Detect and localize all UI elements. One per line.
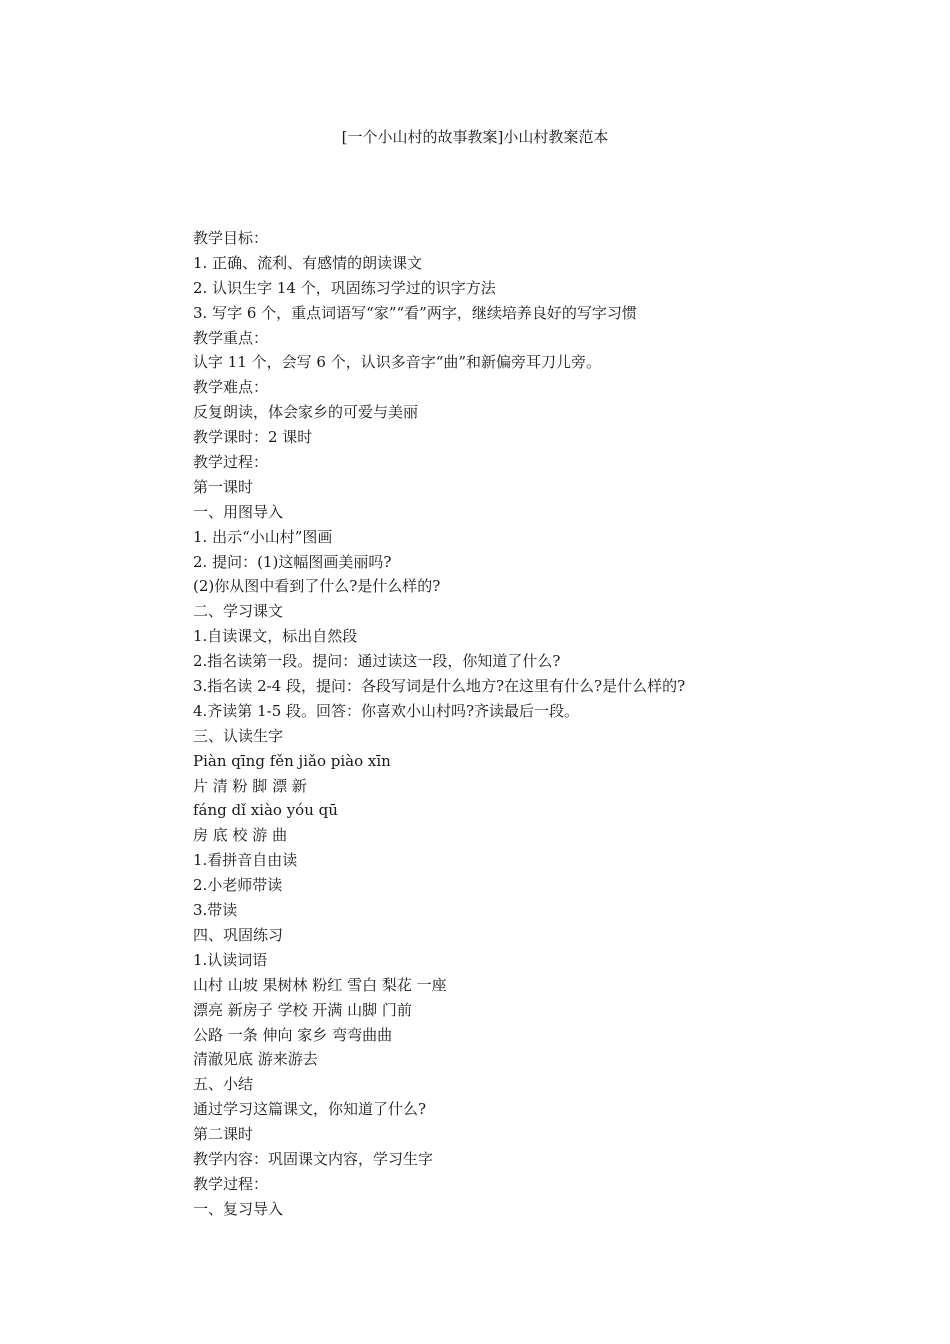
text-line: 教学难点： [193,378,269,397]
text-line: 教学过程： [193,453,269,472]
text-line: 1.认读词语 [193,950,268,969]
text-line: (2)你从图中看到了什么?是什么样的? [193,577,441,596]
text-line: 认字 11 个，会写 6 个，认识多音字“曲”和新偏旁耳刀儿旁。 [193,353,602,372]
text-line: 三、认读生字 [193,726,284,745]
text-line: 3.指名读 2-4 段，提问：各段写词是什么地方?在这里有什么?是什么样的? [193,677,686,696]
text-line: 一、用图导入 [193,502,284,521]
text-line: 山村 山坡 果树林 粉红 雪白 梨花 一座 [193,975,447,994]
text-line: 公路 一条 伸向 家乡 弯弯曲曲 [193,1025,393,1044]
text-line: 2. 提问：(1)这幅图画美丽吗? [193,552,392,571]
text-line: 教学过程： [193,1174,269,1193]
text-line: 2.小老师带读 [193,876,283,895]
text-line: 4.齐读第 1-5 段。回答：你喜欢小山村吗?齐读最后一段。 [193,701,580,720]
text-line: Piàn qīng fěn jiǎo piào xīn [193,751,391,770]
text-line: 四、巩固练习 [193,925,284,944]
text-line: 教学重点： [193,328,269,347]
text-line: 第二课时 [193,1125,254,1144]
text-line: 3.带读 [193,901,238,920]
text-line: 3. 写字 6 个，重点词语写“家”“看”两字，继续培养良好的写字习惯 [193,303,637,322]
text-line: 教学课时：2 课时 [193,428,313,447]
text-line: 一、复习导入 [193,1199,284,1218]
text-line: 反复朗读，体会家乡的可爱与美丽 [193,403,419,422]
text-line: 片 清 粉 脚 漂 新 [193,776,307,795]
text-line: 二、学习课文 [193,602,284,621]
text-line: 第一课时 [193,477,254,496]
text-line: 2.指名读第一段。提问：通过读这一段，你知道了什么? [193,652,561,671]
text-line: 教学内容：巩固课文内容，学习生字 [193,1149,434,1168]
text-line: fáng dǐ xiào yóu qū [193,801,338,820]
text-line: 1. 出示“小山村”图画 [193,527,333,546]
text-line: 1.自读课文，标出自然段 [193,627,358,646]
text-line: 教学目标： [193,229,269,247]
text-line: 1. 正确、流利、有感情的朗读课文 [193,253,423,272]
document-title: [一个小山村的故事教案]小山村教案范本 [341,128,609,146]
text-line: 漂亮 新房子 学校 开满 山脚 门前 [193,1000,412,1019]
text-line: 通过学习这篇课文，你知道了什么? [193,1100,427,1119]
text-line: 五、小结 [193,1075,254,1094]
text-line: 房 底 校 游 曲 [193,826,288,845]
text-line: 2. 认识生字 14 个，巩固练习学过的识字方法 [193,278,496,297]
document-body [193,226,813,1222]
text-line: 清澈见底 游来游去 [193,1050,318,1069]
text-line: 1.看拼音自由读 [193,851,298,870]
